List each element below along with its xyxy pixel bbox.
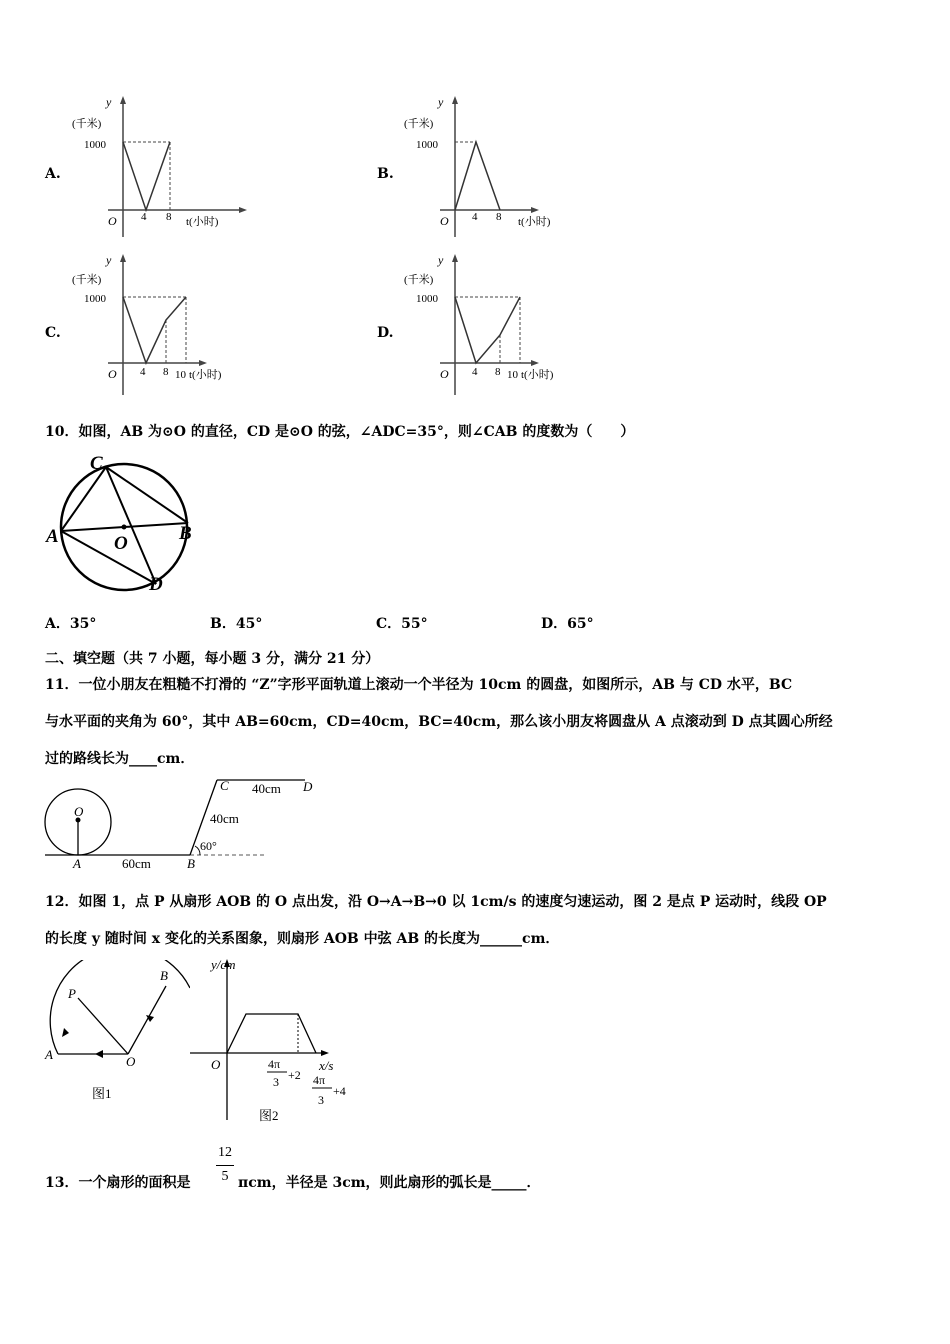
graph-option-d — [400, 250, 580, 400]
q11-line2: 与水平面的夹角为 60°，其中 AB=60cm，CD=40cm，BC=40cm，那么该小朋友将圆盘从 A 点滚动到 D 点其圆心所经 — [45, 714, 833, 730]
option-a-label: A. — [45, 166, 61, 182]
q12-line2: 的长度 y 随时间 x 变化的关系图象，则扇形 AOB 中弦 AB 的长度为______cm． — [45, 931, 560, 947]
svg-text:O: O — [108, 214, 117, 228]
svg-text:+2: +2 — [288, 1068, 301, 1082]
q11-track-figure — [40, 772, 330, 872]
svg-text:O: O — [114, 533, 128, 554]
svg-text:A: A — [45, 1047, 53, 1062]
q13-fraction-denominator: 5 — [221, 1169, 229, 1184]
svg-text:t(小时): t(小时) — [189, 369, 222, 381]
svg-text:O: O — [126, 1054, 136, 1069]
svg-text:O: O — [108, 367, 117, 381]
q11-line1: 11．一位小朋友在粗糙不打滑的 “Z”字形平面轨道上滚动一个半径为 10cm 的圆盘，如图所示，AB 与 CD 水平，BC — [45, 677, 793, 693]
svg-text:3: 3 — [318, 1093, 324, 1107]
svg-text:y: y — [438, 253, 444, 267]
svg-text:1000: 1000 — [416, 293, 438, 305]
svg-text:O: O — [440, 367, 449, 381]
svg-text:+4: +4 — [333, 1084, 346, 1098]
svg-text:1000: 1000 — [84, 293, 106, 305]
svg-text:D: D — [149, 574, 163, 595]
q10-text: 10．如图，AB 为⊙O 的直径，CD 是⊙O 的弦，∠ADC=35°，则∠CAB 的度数为（ ） — [45, 424, 635, 440]
svg-text:10: 10 — [175, 369, 186, 381]
q13-prefix: 13．一个扇形的面积是 — [45, 1175, 191, 1191]
svg-text:C: C — [220, 778, 229, 793]
q11-line3: 过的路线长为____cm． — [45, 751, 195, 767]
svg-text:图1: 图1 — [92, 1086, 112, 1101]
svg-text:4π: 4π — [313, 1073, 326, 1087]
svg-text:A: A — [73, 856, 81, 871]
svg-text:x/s: x/s — [319, 1058, 334, 1073]
q10-choice-b: B．45° — [210, 616, 263, 632]
q10-circle-figure — [40, 452, 210, 597]
graph-option-b — [400, 92, 580, 242]
q10-choice-d: D．65° — [541, 616, 594, 632]
svg-text:4: 4 — [472, 211, 478, 223]
svg-text:B: B — [160, 968, 168, 983]
svg-text:图2: 图2 — [259, 1108, 279, 1123]
svg-text:B: B — [187, 856, 195, 871]
svg-text:4: 4 — [472, 366, 478, 378]
svg-text:(千米): (千米) — [404, 274, 434, 286]
q12-line1: 12．如图 1，点 P 从扇形 AOB 的 O 点出发，沿 O→A→B→0 以 1cm/s 的速度匀速运动，图 2 是点 P 运动时，线段 OP — [45, 894, 827, 910]
q13-fraction-numerator: 12 — [218, 1145, 232, 1160]
option-d-label: D. — [377, 325, 394, 341]
graph-option-a — [68, 92, 248, 242]
svg-text:y/cm: y/cm — [211, 957, 236, 972]
svg-text:4π: 4π — [268, 1057, 281, 1071]
svg-text:60cm: 60cm — [122, 856, 151, 871]
svg-text:60°: 60° — [200, 839, 217, 853]
svg-text:t(小时): t(小时) — [521, 369, 554, 381]
svg-text:O: O — [440, 214, 449, 228]
svg-text:4: 4 — [141, 211, 147, 223]
svg-text:y: y — [106, 253, 112, 267]
svg-text:C: C — [90, 453, 103, 474]
svg-text:O: O — [211, 1057, 221, 1072]
svg-text:8: 8 — [495, 366, 501, 378]
q13-fraction-bar — [216, 1165, 234, 1166]
svg-text:y: y — [438, 95, 444, 109]
ytick: 1000 — [84, 139, 106, 151]
svg-text:8: 8 — [166, 211, 172, 223]
svg-text:40cm: 40cm — [210, 811, 239, 826]
svg-text:10: 10 — [507, 369, 518, 381]
option-b-label: B. — [377, 166, 394, 182]
svg-text:(千米): (千米) — [404, 118, 434, 130]
svg-text:P: P — [68, 986, 76, 1001]
section-heading: 二、填空题（共 7 小题，每小题 3 分，满分 21 分） — [45, 651, 380, 667]
y-axis-label: y — [106, 95, 112, 109]
q12-figure2 — [185, 955, 365, 1130]
q13-suffix: πcm，半径是 3cm，则此扇形的弧长是_____． — [238, 1175, 541, 1191]
svg-text:O: O — [74, 804, 84, 819]
svg-text:(千米): (千米) — [72, 274, 102, 286]
graph-option-c — [68, 250, 248, 400]
svg-text:t(小时): t(小时) — [518, 216, 551, 228]
q10-choice-a: A．35° — [45, 616, 97, 632]
svg-text:D: D — [303, 779, 313, 794]
svg-text:A: A — [46, 526, 59, 547]
option-c-label: C. — [45, 325, 61, 341]
svg-text:4: 4 — [140, 366, 146, 378]
svg-text:3: 3 — [273, 1075, 279, 1089]
svg-text:8: 8 — [496, 211, 502, 223]
svg-text:t(小时): t(小时) — [186, 216, 219, 228]
q10-choice-c: C．55° — [376, 616, 428, 632]
svg-text:8: 8 — [163, 366, 169, 378]
q12-figure1 — [40, 960, 190, 1110]
svg-text:1000: 1000 — [416, 139, 438, 151]
svg-text:B: B — [179, 523, 192, 544]
svg-text:40cm: 40cm — [252, 781, 281, 796]
unit-label: (千米) — [72, 118, 102, 130]
